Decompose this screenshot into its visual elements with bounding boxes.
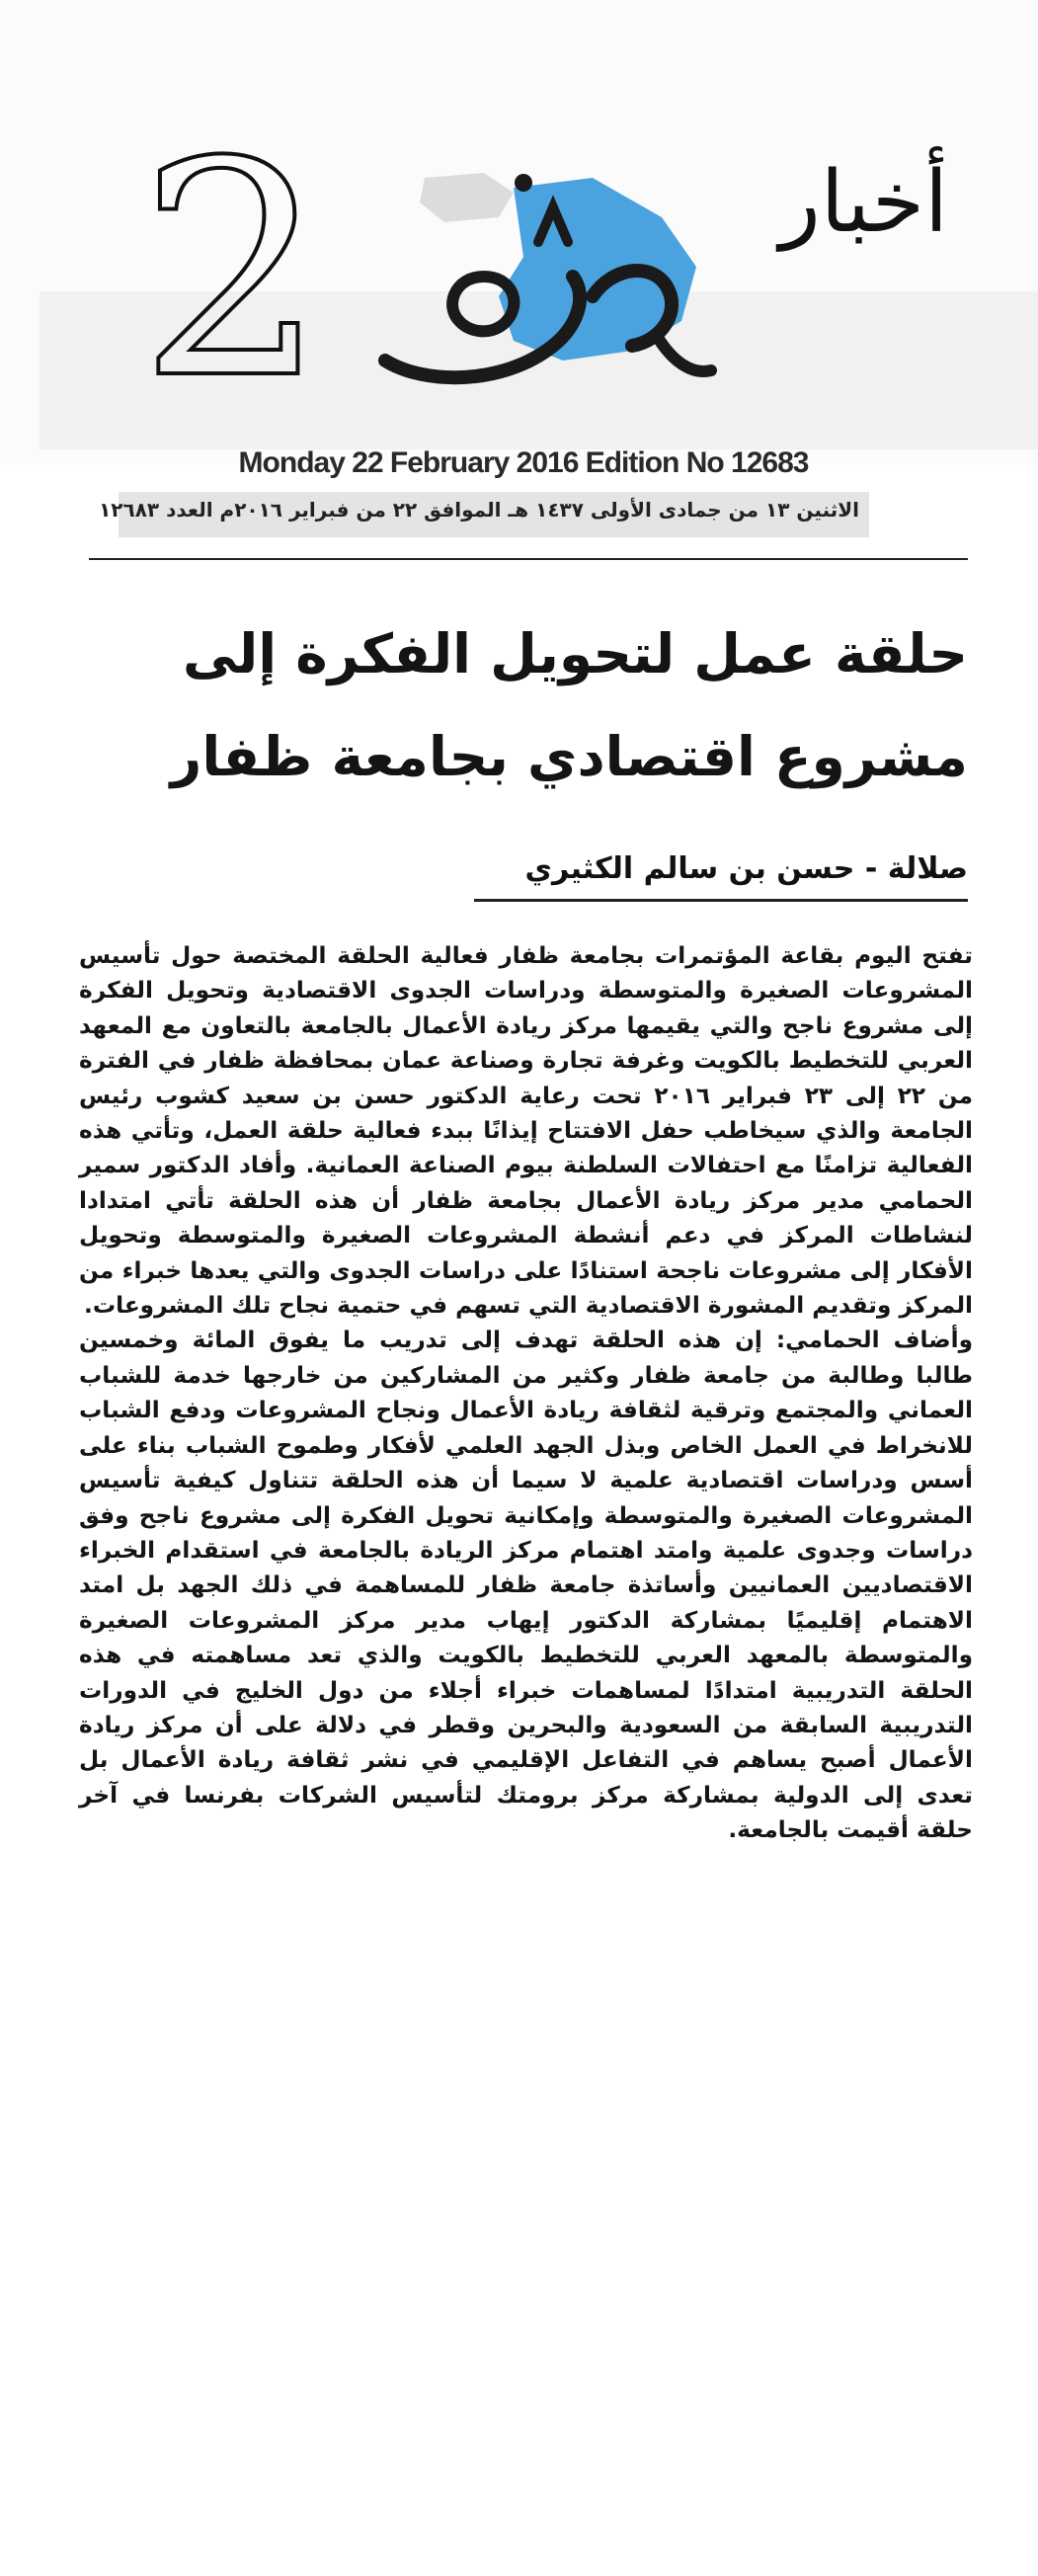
article-body xyxy=(79,938,973,2494)
byline-underline xyxy=(474,899,968,902)
article-paragraph: وأضاف الحمامي: إن هذه الحلقة تهدف إلى تدريب ما يفوق المائة وخمسين طالبا وطالبة من جامعة ظفار وكثير من المشاركين من خارجها خدمة للشباب العماني والمجتمع وترقية لثقافة ريادة الأعمال ونجاح المشروعات ودفع الشباب للانخراط في العمل الخاص وبذل الجهد العلمي لأفكار وطموح الشباب بناء على أسس ودراسات اقتصادية علمية لا سيما أن هذه الحلقة تتناول كيفية تأسيس المشروعات الصغيرة والمتوسطة وإمكانية تحويل الفكرة إلى مشروع ناجح وفق دراسات وجدوى علمية وامتد اهتمام مركز الريادة بالجامعة في استقدام الخبراء الاقتصاديين العمانيين وأساتذة جامعة ظفار للمساهمة في ذلك الجهد بل امتد الاهتمام إقليميًا بمشاركة الدكتور إيهاب مدير مركز المشروعات الصغيرة والمتوسطة بالمعهد العربي للتخطيط بالكويت والذي تعد مساهمته في هذه الحلقة التدريبية امتدادًا لمساهمات خبراء أجلاء من دول الخليج في الدورات التدريبية السابقة من السعودية والبحرين وقطر في دلالة على أن مركز ريادة الأعمال أصبح يساهم في التفاعل الإقليمي في نشر ثقافة ريادة الأعمال بل تعدى إلى الدولية بمشاركة مركز برومتك لتأسيس الشركات بفرنسا في آخر حلقة أقيمت بالجامعة. xyxy=(79,1327,973,1844)
edition-line-english: Monday 22 February 2016 Edition No 12683 xyxy=(238,446,809,479)
section-title: أخبار xyxy=(779,153,948,252)
logo-text: عُمان xyxy=(531,313,555,324)
oman-logo xyxy=(365,148,721,415)
oman-logo-graphic xyxy=(365,148,721,415)
masthead xyxy=(0,0,1038,522)
article-byline: صلالة - حسن بن سالم الكثيري xyxy=(524,851,968,886)
section-number: 2 xyxy=(138,99,327,443)
article-paragraph: تفتح اليوم بقاعة المؤتمرات بجامعة ظفار فعالية الحلقة المختصة حول تأسيس المشروعات الصغيرة والمتوسطة ودراسات الجدوى الاقتصادية وتحويل الفكرة إلى مشروع ناجح والتي يقيمها مركز ريادة الأعمال بالجامعة بالتعاون مع المعهد العربي للتخطيط بالكويت وغرفة تجارة وصناعة عمان بمحافظة ظفار في الفترة من ٢٢ إلى ٢٣ فبراير ٢٠١٦ تحت رعاية الدكتور حسن بن سعيد كشوب رئيس الجامعة والذي سيخاطب حفل الافتتاح إيذانًا ببدء فعالية حلقة العمل، وتأتي هذه الفعالية تزامنًا مع احتفالات السلطنة بيوم الصناعة العمانية. وأفاد الدكتور سمير الحمامي مدير مركز ريادة الأعمال بجامعة ظفار أن هذه الحلقة تأتي امتدادا لنشاطات المركز في دعم أنشطة المشروعات الصغيرة والمتوسطة وتحويل الأفكار إلى مشروعات ناجحة استنادًا على دراسات الجدوى والتي يعدها خبراء من المركز وتقديم المشورة الاقتصادية التي تسهم في حتمية نجاح تلك المشروعات. xyxy=(79,942,974,1320)
header-divider xyxy=(89,558,968,560)
article-headline: حلقة عمل لتحويل الفكرة إلى مشروع اقتصادي بجامعة ظفار xyxy=(170,622,968,788)
edition-line-arabic: الاثنين ١٣ من جمادى الأولى ١٤٣٧ هـ الموافق ٢٢ من فبراير ٢٠١٦م العدد ١٢٦٨٣ xyxy=(99,498,859,522)
